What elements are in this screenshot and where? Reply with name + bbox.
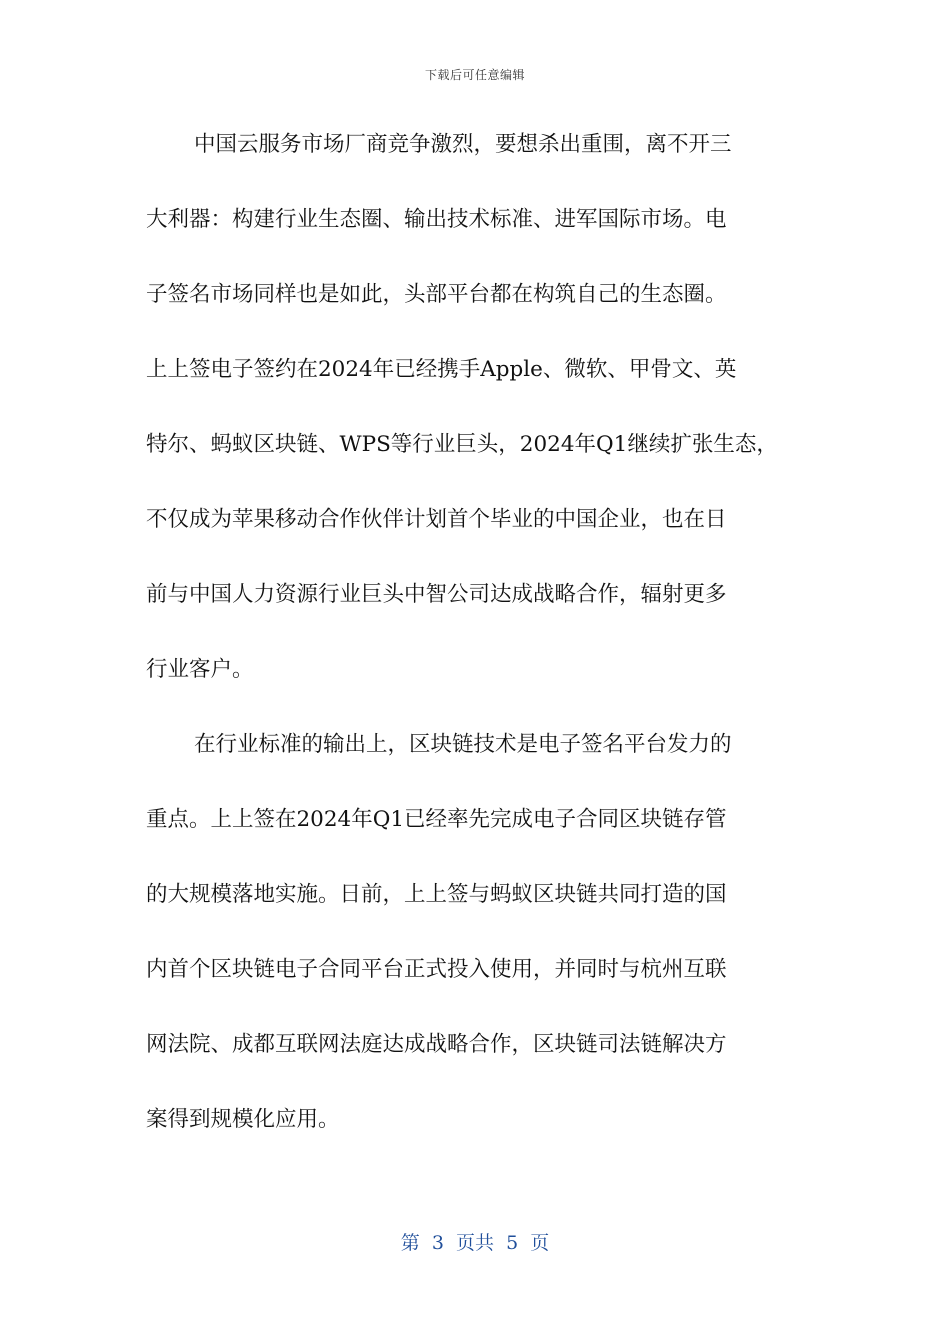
text-line: 的大规模落地实施。日前，上上签与蚂蚁区块链共同打造的国: [146, 882, 727, 907]
page-number-footer: 第 3 页共 5 页: [400, 1232, 550, 1254]
paragraph-2: [146, 733, 806, 1183]
text-line: 行业客户。: [146, 657, 254, 682]
text-line: 前与中国人力资源行业巨头中智公司达成战略合作，辐射更多: [146, 582, 727, 607]
text-line: 在行业标准的输出上，区块链技术是电子签名平台发力的: [194, 732, 732, 757]
text-line: 网法院、成都互联网法庭达成战略合作，区块链司法链解决方: [146, 1032, 727, 1057]
text-line: 案得到规模化应用。: [146, 1107, 340, 1132]
text-line: 重点。上上签在2024年Q1已经率先完成电子合同区块链存管: [146, 807, 727, 832]
text-line: 子签名市场同样也是如此，头部平台都在构筑自己的生态圈。: [146, 282, 727, 307]
text-line: 不仅成为苹果移动合作伙伴计划首个毕业的中国企业，也在日: [146, 507, 727, 532]
paragraph-1: [146, 133, 806, 733]
document-body: [146, 133, 806, 1183]
text-line: 中国云服务市场厂商竞争激烈，要想杀出重围，离不开三: [194, 132, 732, 157]
text-line: 特尔、蚂蚁区块链、WPS等行业巨头，2024年Q1继续扩张生态，: [146, 432, 778, 457]
text-line: 内首个区块链电子合同平台正式投入使用，并同时与杭州互联: [146, 957, 727, 982]
text-line: 大利器：构建行业生态圈、输出技术标准、进军国际市场。电: [146, 207, 727, 232]
header-note: 下载后可任意编辑: [424, 68, 525, 82]
text-line: 上上签电子签约在2024年已经携手Apple、微软、甲骨文、英: [146, 357, 737, 382]
